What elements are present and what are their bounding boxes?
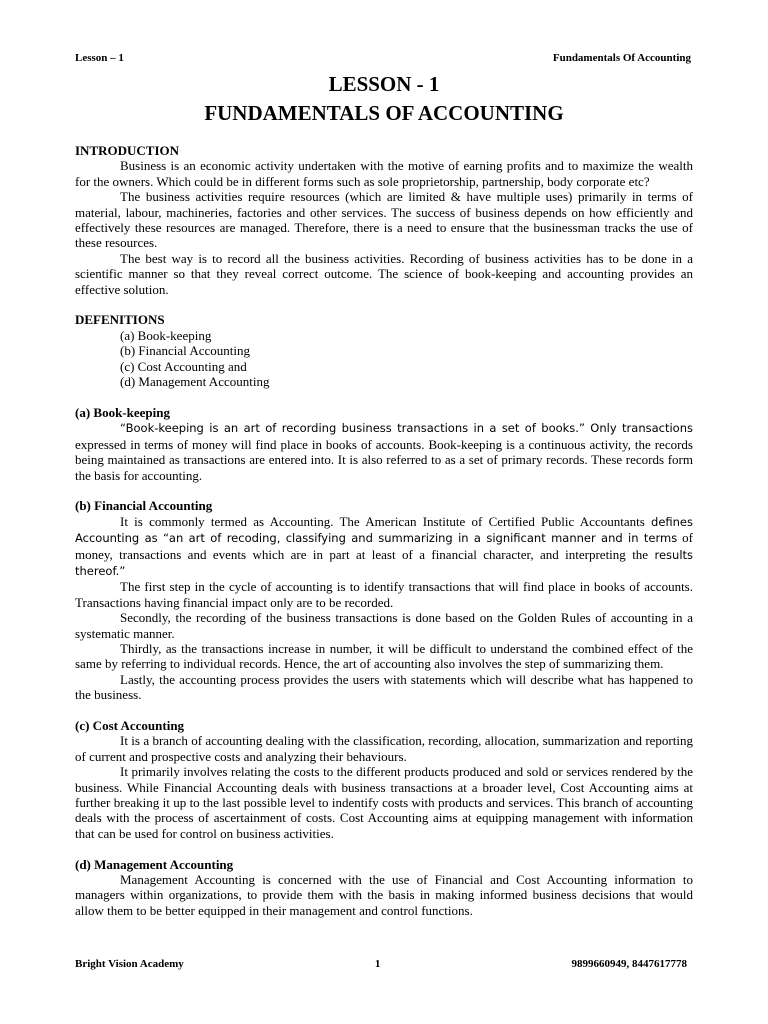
page-subtitle: FUNDAMENTALS OF ACCOUNTING [204,101,564,125]
financial-heading: (b) Financial Accounting [75,498,213,514]
introduction-paragraph-2: The business activities require resources (which are limited & have multiple uses) primarily in terms of material, labour, machineries, factories and other services. The success of business depends on how efficiently and effectively these resources are managed. Therefore, there is a need to ensure that the businessman tracks the use of these resources. [75,189,693,251]
cost-heading: (c) Cost Accounting [75,717,185,733]
footer-page-number: 1 [374,958,381,970]
financial-mid: of money, transactions and events which are in part at least of a financial character, and interpreting the [75,530,693,562]
cost-paragraph-1: It is a branch of accounting dealing with the classification, recording, allocation, summarization and reporting of current and prospective costs and analyzing their behaviours. [75,733,693,764]
financial-paragraph-4: Thirdly, as the transactions increase in number, it will be difficult to understand the combined effect of the same by referring to individual records. Hence, the art of accounting also involves the step of summarizing them. [75,640,693,672]
financial-quote-a: defines Accounting as “an art of recoding, classifying and summarizing in a significant manner and in terms [75,514,693,546]
financial-paragraph-5: Lastly, the accounting process provides the users with statements which will describe what has happened to the business. [75,671,693,703]
footer-academy-name: Bright Vision Academy [75,958,184,970]
header-lesson-label: Lesson – 1 [75,52,124,64]
bookkeeping-heading: (a) Book-keeping [75,404,170,420]
cost-paragraph-2: It primarily involves relating the costs to the different products produced and sold or services rendered by the business. While Financial Accounting deals with business transactions at a broader level, Cost Accounting aims at further breaking it up to the last possible level to indentify costs with products and services. This branch of accounting deals with the process of ascertainment of costs. Cost Accounting aims at equipping management with information that can be used for control on business activities. [75,764,693,841]
financial-paragraph-2: The first step in the cycle of accounting is to identify transactions that will find place in books of accounts. Transactions having financial impact only are to be recorded. [75,579,693,610]
footer-phone-numbers: 9899660949, 8447617778 [571,958,687,970]
introduction-heading: INTRODUCTION [75,143,180,158]
financial-quote-b: results thereof.” [75,547,694,578]
definitions-heading: DEFENITIONS [75,312,165,328]
bookkeeping-text: expressed in terms of money will find place in books of accounts. Book-keeping is a continuous activity, the records being maintained as transactions are entered into. It is also referred to as a set of primary records. These records form the basis for accounting. [75,436,693,483]
financial-paragraph-1 [75,514,693,580]
financial-intro: It is commonly termed as Accounting. The American Institute of Certified Public Accountants [120,513,645,529]
financial-paragraph-3: Secondly, the recording of the business transactions is done based on the Golden Rules of accounting in a systematic manner. [75,610,693,641]
list-item: (a) Book-keeping [120,327,212,343]
management-paragraph-1: Management Accounting is concerned with the use of Financial and Cost Accounting information to managers within organizations, to provide them with the basis in making informed business decisions that would allow them to be better equipped in their management and control functions. [75,872,693,918]
header-subject-label: Fundamentals Of Accounting [552,52,691,64]
page-title: LESSON - 1 [328,72,440,96]
list-item: (b) Financial Accounting [120,343,250,359]
introduction-paragraph-1: Business is an economic activity undertaken with the motive of earning profits and to maximize the wealth for the owners. Which could be in different forms such as sole proprietorship, partnership, body corporate etc? [75,158,693,189]
introduction-paragraph-3: The best way is to record all the business activities. Recording of business activities has to be done in a scientific manner so that they reveal correct outcome. The science of book-keeping and accounting provides an effective solution. [75,250,693,297]
page-header [75,52,691,64]
page-title-block [0,70,768,128]
document-body [75,143,693,918]
bookkeeping-paragraph [75,420,693,483]
page-footer [75,958,687,970]
list-item: (d) Management Accounting [120,374,270,390]
list-item: (c) Cost Accounting and [120,358,247,374]
definitions-list [75,328,693,390]
management-heading: (d) Management Accounting [75,856,234,872]
bookkeeping-quote: “Book-keeping is an art of recording business transactions in a set of books.” Only transactions [120,421,693,436]
